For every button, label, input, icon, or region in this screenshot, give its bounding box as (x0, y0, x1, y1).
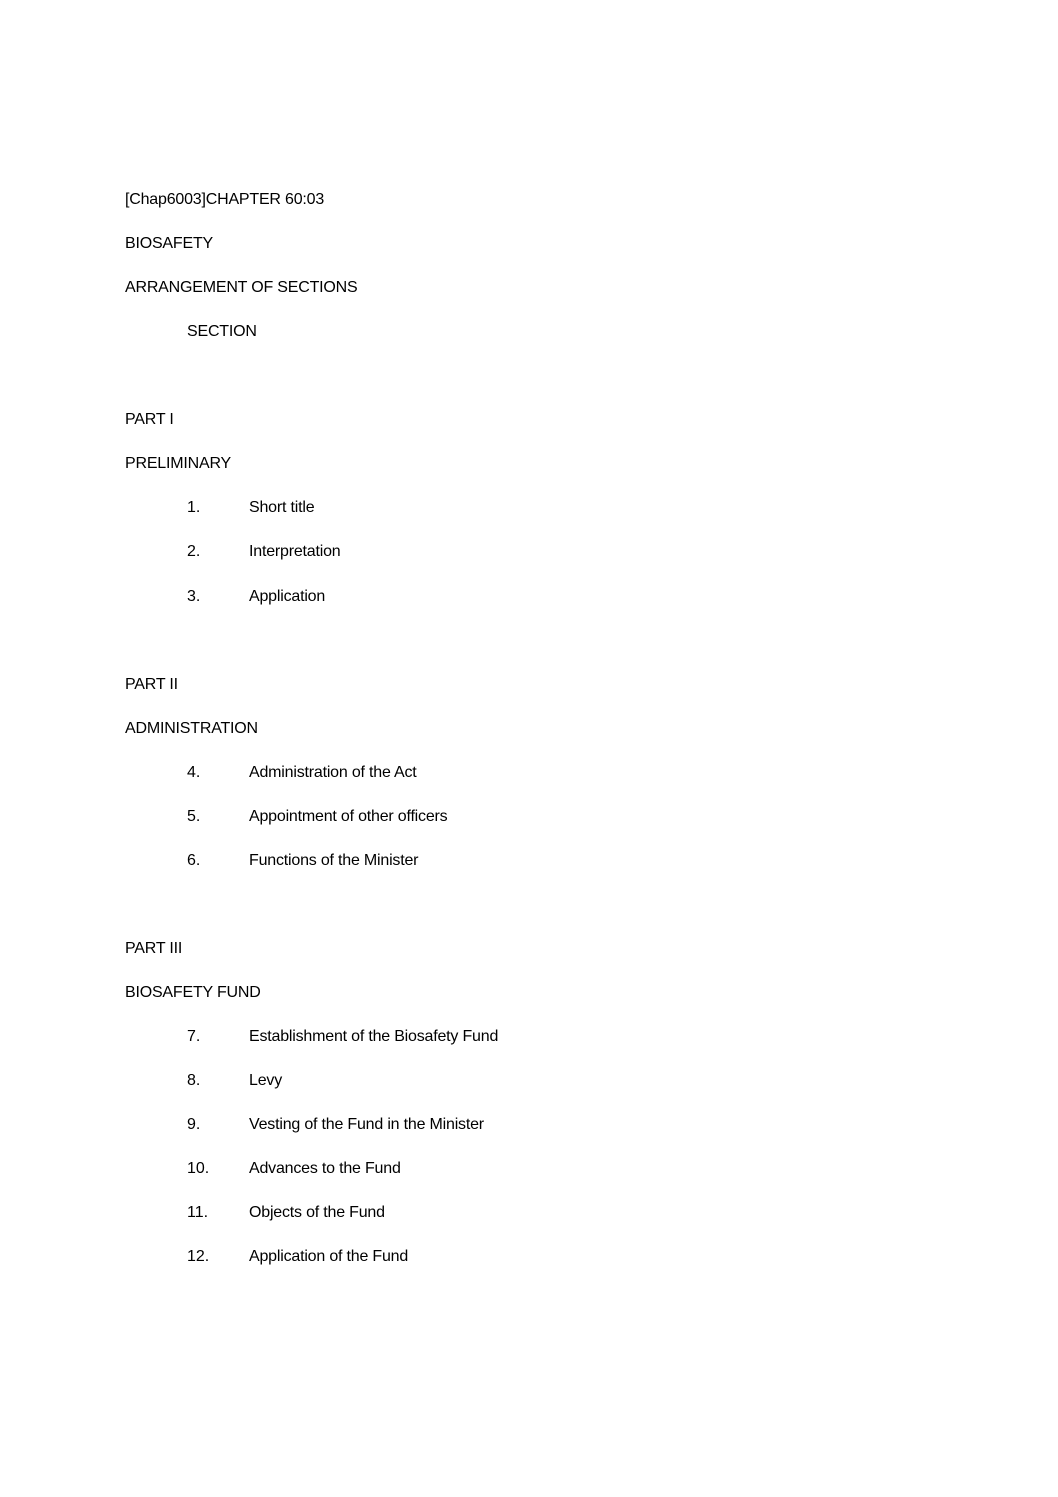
part-heading: PRELIMINARY (125, 455, 231, 472)
section-title: Vesting of the Fund in the Minister (249, 1116, 484, 1133)
section-number: 12. (187, 1248, 210, 1265)
part-heading: BIOSAFETY FUND (125, 984, 261, 1001)
section-number: 10. (187, 1160, 210, 1177)
section-title: Application (249, 588, 326, 605)
section-title: Advances to the Fund (249, 1160, 401, 1177)
section-title: Interpretation (249, 543, 341, 560)
section-number: 3. (187, 588, 201, 605)
chapter-heading: [Chap6003]CHAPTER 60:03 (125, 191, 325, 208)
section-title: Objects of the Fund (249, 1204, 385, 1221)
section-number: 2. (187, 543, 201, 560)
part-label: PART I (125, 411, 174, 428)
section-title: Administration of the Act (249, 764, 417, 781)
section-title: Establishment of the Biosafety Fund (249, 1028, 499, 1045)
section-column-label: SECTION (187, 323, 257, 340)
section-title: Application of the Fund (249, 1248, 409, 1265)
section-title: Short title (249, 499, 315, 516)
act-title: BIOSAFETY (125, 235, 213, 252)
arrangement-heading: ARRANGEMENT OF SECTIONS (125, 279, 358, 296)
section-number: 7. (187, 1028, 201, 1045)
section-number: 1. (187, 499, 201, 516)
section-title: Appointment of other officers (249, 808, 448, 825)
section-title: Functions of the Minister (249, 852, 419, 869)
section-number: 6. (187, 852, 201, 869)
part-label: PART II (125, 676, 178, 693)
section-number: 11. (187, 1204, 209, 1221)
section-title: Levy (249, 1072, 282, 1089)
section-number: 9. (187, 1116, 201, 1133)
section-number: 5. (187, 808, 201, 825)
section-number: 8. (187, 1072, 201, 1089)
section-number: 4. (187, 764, 201, 781)
part-heading: ADMINISTRATION (125, 720, 258, 737)
part-label: PART III (125, 940, 183, 957)
